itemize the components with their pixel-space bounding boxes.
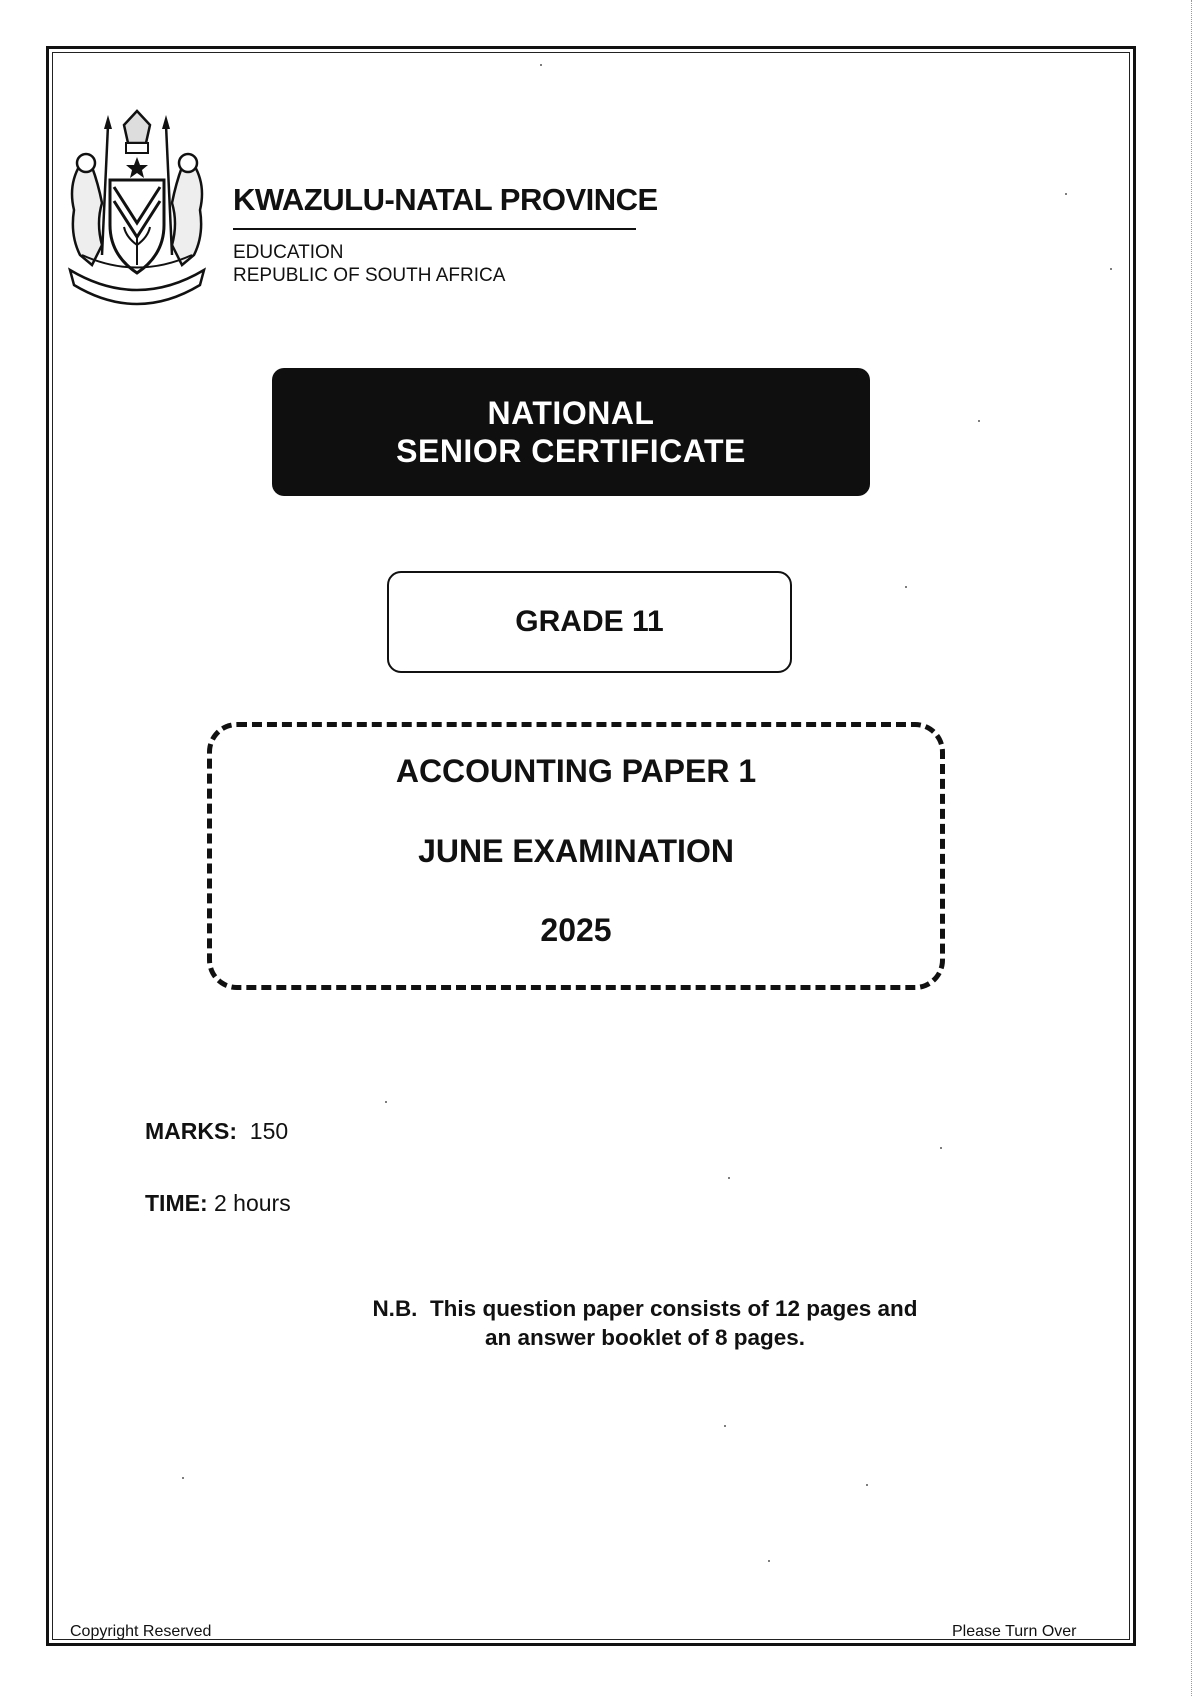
marks-value: 150 xyxy=(249,1118,289,1144)
turn-over-footer: Please Turn Over xyxy=(952,1623,1077,1640)
page-count-note xyxy=(330,1294,960,1352)
country-name: REPUBLIC OF SOUTH AFRICA xyxy=(233,265,506,286)
copyright-footer: Copyright Reserved xyxy=(70,1623,212,1640)
time-line xyxy=(145,1192,291,1215)
marks-label: MARKS: xyxy=(145,1118,237,1144)
province-title: KWAZULU-NATAL PROVINCE xyxy=(233,182,658,217)
scan-speck xyxy=(768,1560,770,1562)
paper-subject: ACCOUNTING PAPER 1 xyxy=(395,753,757,789)
marks-line xyxy=(145,1120,288,1143)
scan-speck xyxy=(182,1477,184,1479)
scan-speck xyxy=(728,1177,730,1179)
banner-line-2: SENIOR CERTIFICATE xyxy=(396,433,746,469)
paper-info-box xyxy=(207,722,945,990)
note-line-1: N.B. This question paper consists of 12 pages and xyxy=(372,1296,918,1321)
scan-speck xyxy=(540,64,542,66)
scan-speck xyxy=(940,1147,942,1149)
scan-speck xyxy=(866,1484,868,1486)
exam-session: JUNE EXAMINATION xyxy=(418,833,734,869)
scan-speck xyxy=(385,1101,387,1103)
grade-box xyxy=(387,571,792,673)
certificate-banner xyxy=(272,368,870,496)
note-line-2: an answer booklet of 8 pages. xyxy=(484,1325,806,1350)
province-title-underline xyxy=(233,228,636,230)
scan-speck xyxy=(905,586,907,588)
time-value: 2 hours xyxy=(214,1190,291,1216)
exam-year: 2025 xyxy=(540,912,612,948)
scan-speck xyxy=(1110,268,1112,270)
scan-speck xyxy=(1065,193,1067,195)
scan-speck xyxy=(978,420,980,422)
department-name: EDUCATION xyxy=(233,242,344,263)
time-label: TIME: xyxy=(145,1190,208,1216)
scan-edge-mark xyxy=(1189,0,1192,1696)
scan-speck xyxy=(724,1425,726,1427)
banner-line-1: NATIONAL xyxy=(487,395,655,431)
grade-label: GRADE 11 xyxy=(515,605,664,638)
coat-of-arms-icon xyxy=(62,105,212,320)
